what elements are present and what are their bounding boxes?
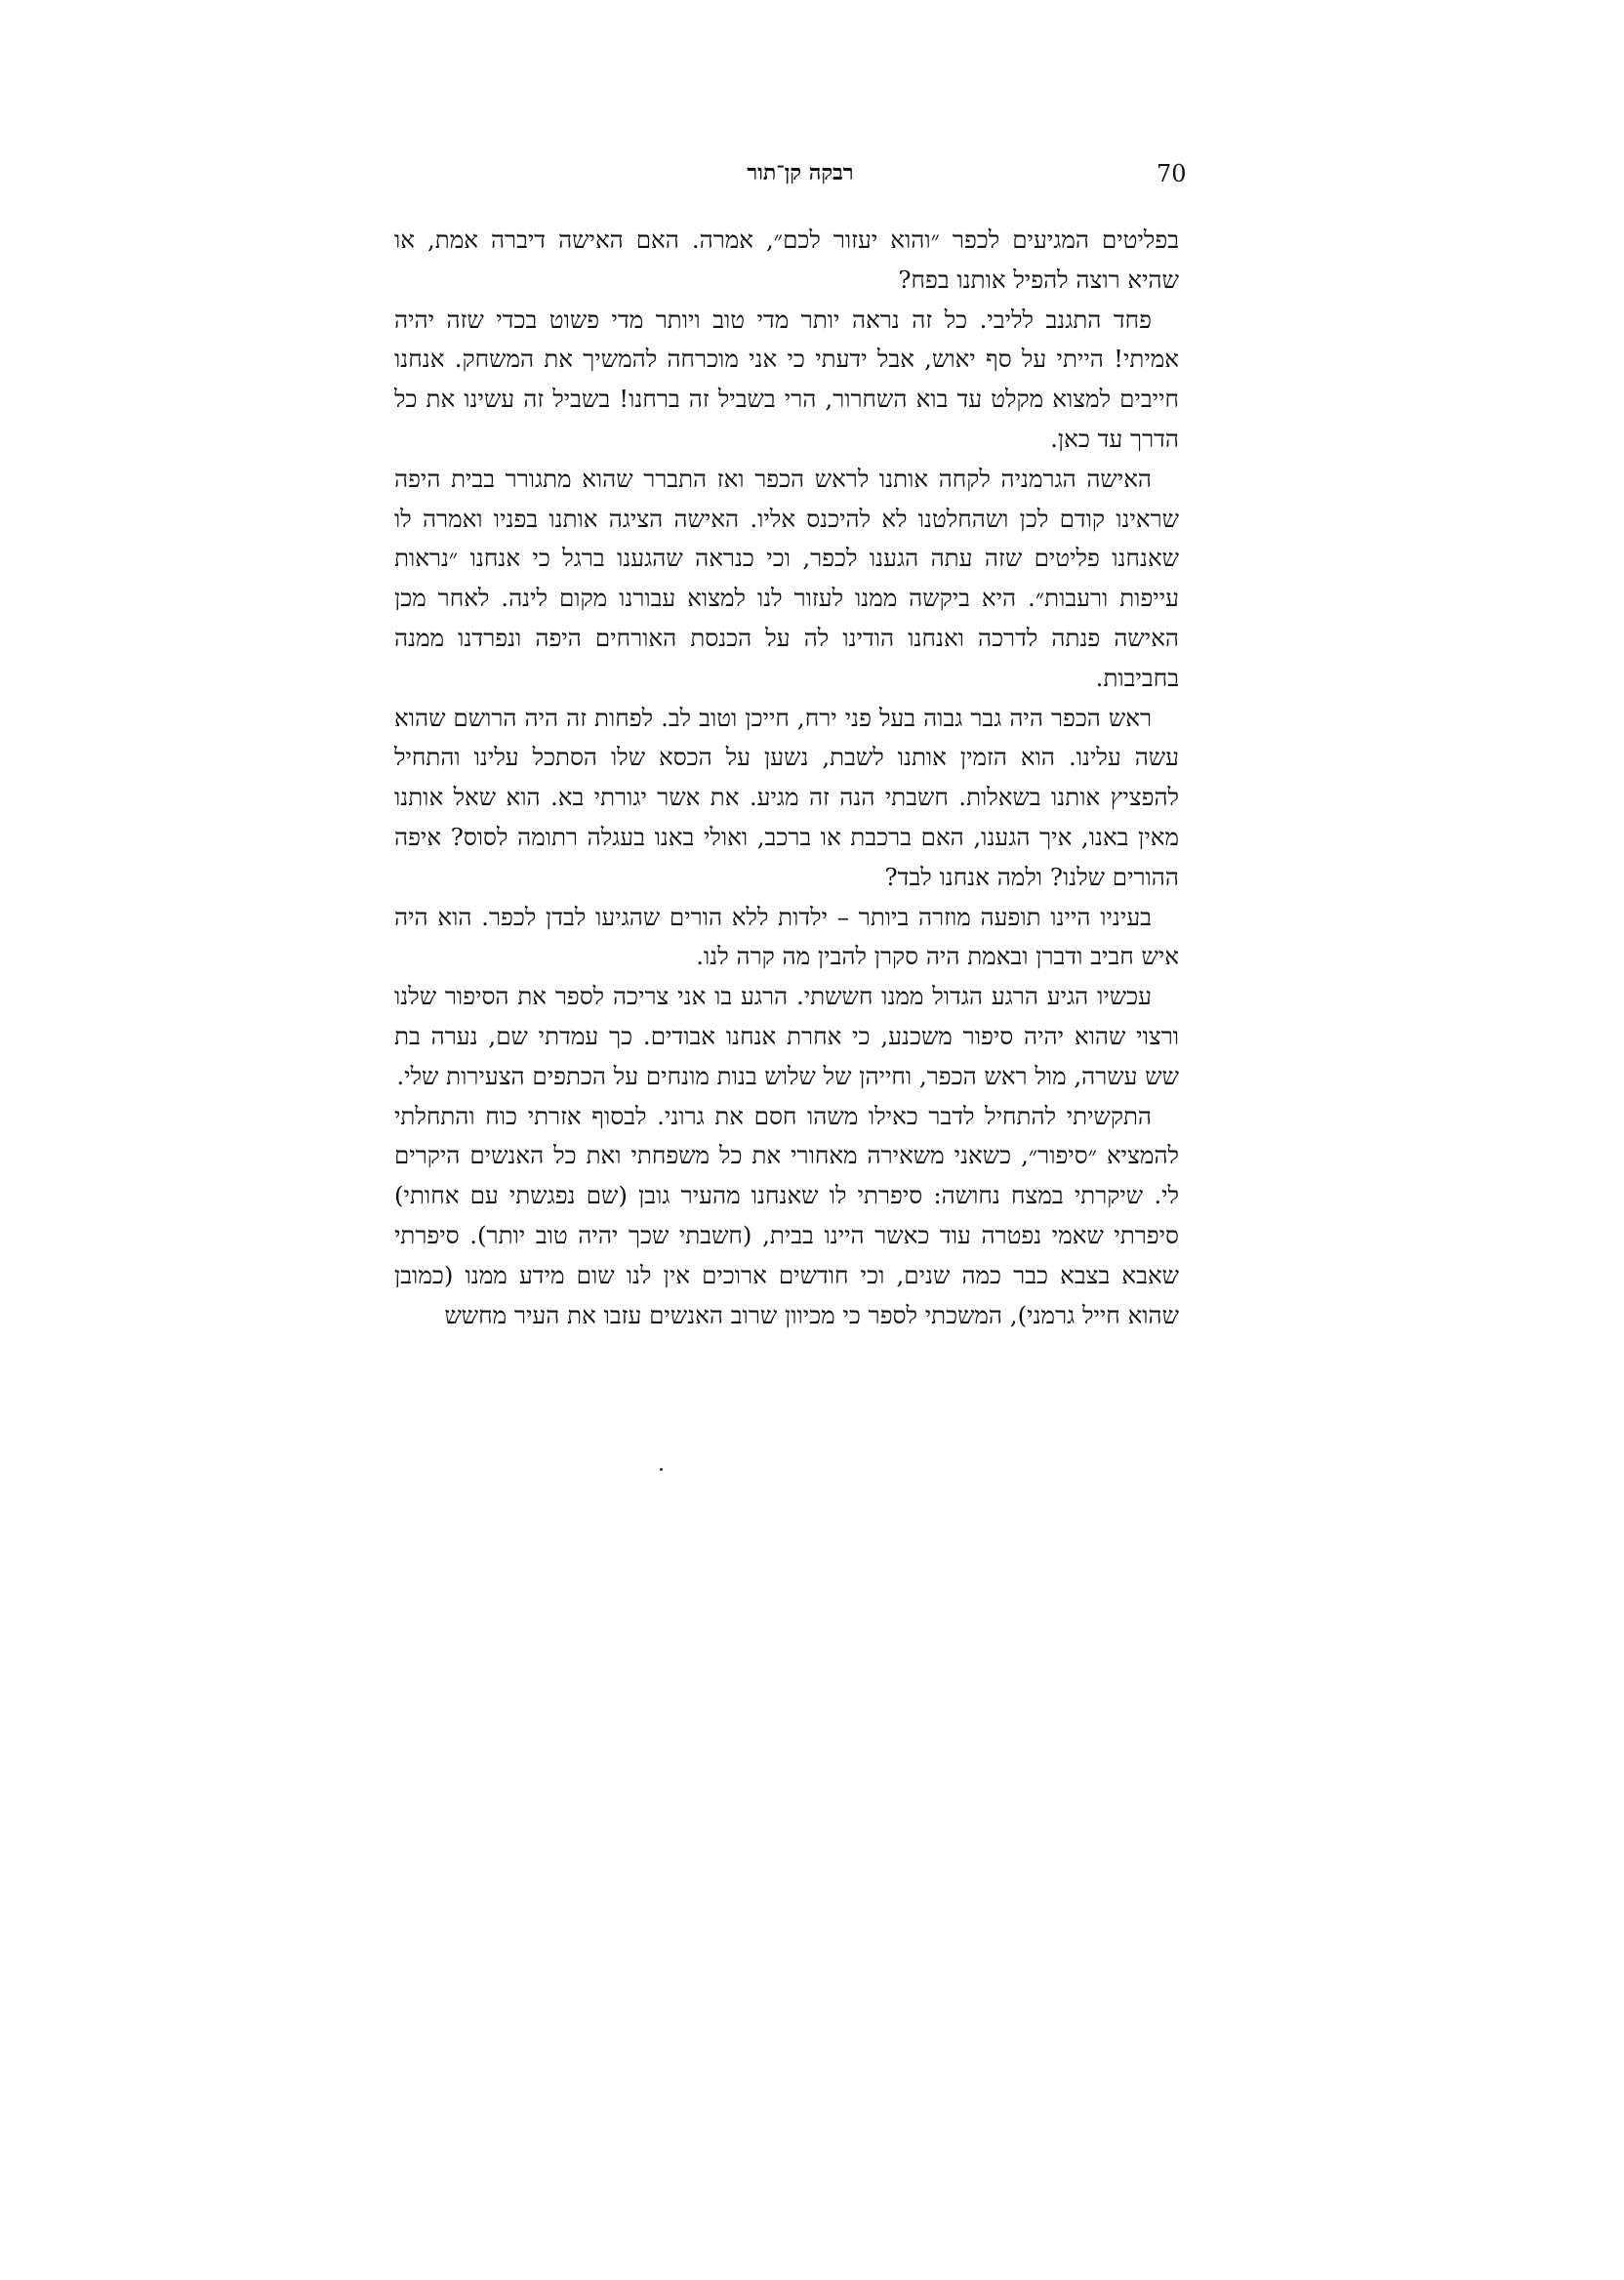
running-head: רבקה קן־תור <box>747 160 854 185</box>
paragraph: האישה הגרמניה לקחה אותנו לראש הכפר ואז התברר שהוא מתגורר בבית היפה שראינו קודם לכן ושהחלטנו לא להיכנס אליו. האישה הציגה אותנו בפניו ואמרה לו שאנחנו פליטים שזה עתה הגענו לכפר, וכי כנראה שהגענו ברגל כי אנחנו ״נראות עייפות ורעבות״. היא ביקשה ממנו לעזור לנו למצוא עבורנו מקום לינה. לאחר מכן האישה פנתה לדרכה ואנחנו הודינו לה על הכנסת האורחים היפה ונפרדנו ממנה בחביבות. <box>394 464 1179 692</box>
paragraph: עכשיו הגיע הרגע הגדול ממנו חששתי. הרגע בו אני צריכה לספר את הסיפור שלנו ורצוי שהוא יהיה סיפור משכנע, כי אחרת אנחנו אבודים. כך עמדתי שם, נערה בת שש עשרה, מול ראש הכפר, וחייהן של שלוש בנות מונחים על הכתפים הצעירות שלי. <box>394 982 1179 1090</box>
paragraph: התקשיתי להתחיל לדבר כאילו משהו חסם את גרוני. לבסוף אזרתי כוח והתחלתי להמציא ״סיפור״, כשאני משאירה מאחורי את כל משפחתי ואת כל האנשים היקרים לי. שיקרתי במצח נחושה: סיפרתי לו שאנחנו מהעיר גובן (שם נפגשתי עם אחותי) סיפרתי שאמי נפטרה עוד כאשר היינו בבית, (חשבתי שכך יהיה טוב יותר). סיפרתי שאבא בצבא כבר כמה שנים, וכי חודשים ארוכים אין לנו שום מידע ממנו (כמובן שהוא חייל גרמני), המשכתי לספר כי מכיוון שרוב האנשים עזבו את העיר מחשש <box>394 1101 1179 1329</box>
page-number: 70 <box>1157 160 1187 187</box>
body-text <box>394 221 1179 1335</box>
paragraph: בעיניו היינו תופעה מוזרה ביותר – ילדות ללא הורים שהגיעו לבדן לכפר. הוא היה איש חביב ודברן ובאמת היה סקרן להבין מה קרה לנו. <box>394 902 1179 971</box>
scan-speck <box>660 1468 663 1471</box>
paragraph: ראש הכפר היה גבר גבוה בעל פני ירח, חייכן וטוב לב. לפחות זה היה הרושם שהוא עשה עלינו. הוא הזמין אותנו לשבת, נשען על הכסא שלו הסתכל עלינו והתחיל להפציץ אותנו בשאלות. חשבתי הנה זה מגיע. את אשר יגורתי בא. הוא שאל אותנו מאין באנו, איך הגענו, האם ברכבת או ברכב, ואולי באנו בעגלה רתומה לסוס? איפה ההורים שלנו? ולמה אנחנו לבד? <box>394 703 1179 891</box>
paragraph: פחד התגנב לליבי. כל זה נראה יותר מדי טוב ויותר מדי פשוט בכדי שזה יהיה אמיתי! הייתי על סף יאוש, אבל ידעתי כי אני מוכרחה להמשיך את המשחק. אנחנו חייבים למצוא מקלט עד בוא השחרור, הרי בשביל זה ברחנו! בשביל זה עשינו את כל הדרך עד כאן. <box>394 305 1180 453</box>
paragraph: בפליטים המגיעים לכפר ״והוא יעזור לכם״, אמרה. האם האישה דיברה אמת, או שהיא רוצה להפיל אותנו בפח? <box>394 225 1179 294</box>
